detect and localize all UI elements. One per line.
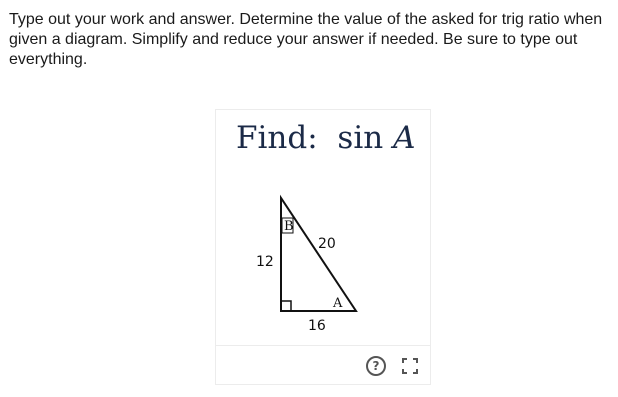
question-circle-icon[interactable]: ?: [366, 356, 386, 376]
vertex-a-label: A: [333, 296, 343, 311]
trig-variable: A: [393, 120, 416, 156]
card-divider: [216, 345, 430, 346]
find-prefix: Find:: [236, 120, 318, 156]
question-card: [215, 109, 431, 385]
vertex-b-label: B: [284, 219, 294, 234]
right-angle-marker: [281, 301, 291, 311]
triangle-shape: [281, 198, 356, 311]
question-instructions: Type out your work and answer. Determine the value of the asked for trig ratio when given a diagram. Simplify and reduce your answer if needed. Be sure to type out everything.: [9, 11, 603, 68]
side-hypotenuse-label: 20: [318, 236, 336, 252]
side-left-label: 12: [256, 254, 274, 270]
triangle-diagram: [216, 110, 432, 345]
side-bottom-label: 16: [308, 318, 326, 334]
expand-icon[interactable]: [402, 358, 418, 374]
trig-function: sin: [337, 120, 384, 156]
